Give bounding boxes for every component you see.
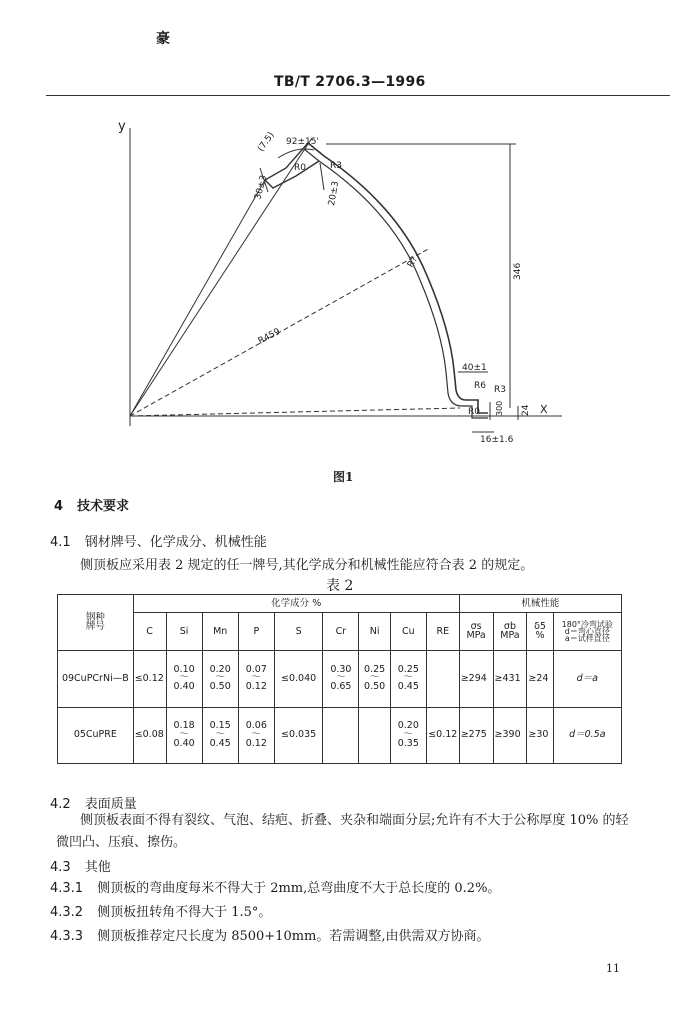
label-f: 20±3 (327, 180, 342, 207)
header-cu: Cu (390, 613, 426, 651)
label-k: R6 (474, 381, 486, 391)
cell-sigma-s: ≥275 (459, 707, 493, 764)
cell-mn: 0.15 ～ 0.45 (202, 707, 238, 764)
cell-cr: 0.30 ～ 0.65 (323, 651, 359, 708)
header-mn: Mn (202, 613, 238, 651)
table-row (58, 651, 622, 708)
section-4-1-paragraph: 侧顶板应采用表 2 规定的任一牌号,其化学成分和机械性能应符合表 2 的规定。 (80, 558, 534, 573)
section-4-3-heading (50, 856, 111, 875)
label-g: R? (405, 254, 421, 270)
radius-line-1 (130, 138, 312, 416)
clause-text: 侧顶板的弯曲度每米不得大于 2mm,总弯曲度不大于总长度的 0.2%。 (97, 881, 501, 896)
label-c: R0 (294, 163, 306, 173)
figure-caption: 图1 (333, 470, 354, 484)
table-header-row-2 (58, 613, 622, 651)
clause-text: 侧顶板推荐定尺长度为 8500+10mm。若需调整,由供需双方协商。 (97, 929, 490, 944)
cell-mn: 0.20 ～ 0.50 (202, 651, 238, 708)
header-p: P (238, 613, 274, 651)
label-d: R3 (330, 161, 342, 171)
cell-bend: d＝a (553, 651, 621, 708)
section-title: 表面质量 (84, 797, 137, 812)
header-mech: 机械性能 (459, 595, 621, 613)
label-y: y (118, 119, 126, 134)
header-si: Si (166, 613, 202, 651)
table-row (58, 707, 622, 764)
flange-dim-2 (320, 163, 324, 190)
clause-number: 4.3.1 (50, 881, 84, 896)
cell-s: ≤0.040 (274, 651, 323, 708)
cell-c: ≤0.08 (133, 707, 166, 764)
header-re: RE (426, 613, 459, 651)
label-a: (7.5) (256, 130, 277, 154)
header-c: C (133, 613, 166, 651)
label-j: 40±1 (462, 363, 487, 373)
label-i: 346 (513, 262, 523, 280)
cell-si: 0.10 ～ 0.40 (166, 651, 202, 708)
radius-line-2 (130, 180, 265, 416)
clause-text: 侧顶板扭转角不得大于 1.5°。 (97, 905, 272, 920)
label-b: 92±15' (286, 137, 319, 147)
header-sigma-s: σs MPa (459, 613, 493, 651)
cell-cu: 0.20 ～ 0.35 (390, 707, 426, 764)
clause-4-3-3 (50, 925, 490, 944)
label-x: X (540, 403, 548, 416)
cell-delta: ≥24 (527, 651, 553, 708)
cell-delta: ≥30 (527, 707, 553, 764)
header-sigma-b: σb MPa (493, 613, 527, 651)
label-o: 24 (521, 404, 531, 416)
label-e: 30±3 (253, 174, 270, 201)
section-4-2-paragraph: 侧顶板表面不得有裂纹、气泡、结疤、折叠、夹杂和端面分层;允许有不大于公称厚度 10% 的轻微凹凸、压痕、擦伤。 (56, 813, 629, 850)
header-cr: Cr (323, 613, 359, 651)
section-number: 4 (54, 499, 64, 514)
cell-p: 0.06 ～ 0.12 (238, 707, 274, 764)
label-p: 16±1.6 (480, 435, 514, 445)
page-number: 11 (606, 962, 620, 975)
header-ni: Ni (359, 613, 390, 651)
clause-number: 4.3.2 (50, 905, 84, 920)
cell-re (426, 651, 459, 708)
figure-1-drawing (100, 108, 580, 453)
table-2 (57, 594, 622, 764)
header-chem: 化学成分 % (133, 595, 459, 613)
label-h: R459 (256, 326, 283, 347)
cell-p: 0.07 ～ 0.12 (238, 651, 274, 708)
section-4-1-heading (50, 531, 267, 550)
section-number: 4.2 (50, 797, 71, 812)
section-4-heading (54, 495, 129, 514)
section-title: 技术要求 (77, 499, 130, 514)
cell-re: ≤0.12 (426, 707, 459, 764)
cell-ni: 0.25 ～ 0.50 (359, 651, 390, 708)
section-title: 钢材牌号、化学成分、机械性能 (84, 535, 267, 550)
cell-bend: d＝0.5a (553, 707, 621, 764)
section-number: 4.1 (50, 535, 71, 550)
header-delta: δ5 % (527, 613, 553, 651)
header-rule (46, 95, 670, 96)
header-s: S (274, 613, 323, 651)
cell-grade: 09CuPCrNi—B (58, 651, 134, 708)
table-header-row-1 (58, 595, 622, 613)
cell-sigma-b: ≥431 (493, 651, 527, 708)
clause-4-3-2 (50, 901, 271, 920)
cell-ni (359, 707, 390, 764)
label-l: R3 (494, 385, 506, 395)
radius-line-3 (130, 408, 460, 416)
clause-number: 4.3.3 (50, 929, 84, 944)
cell-s: ≤0.035 (274, 707, 323, 764)
header-grade: 钢种 牌号 (58, 595, 134, 651)
label-m: R0 (468, 407, 480, 417)
cell-c: ≤0.12 (133, 651, 166, 708)
standard-number: TB/T 2706.3—1996 (274, 74, 426, 90)
cell-si: 0.18 ～ 0.40 (166, 707, 202, 764)
cell-sigma-s: ≥294 (459, 651, 493, 708)
cell-sigma-b: ≥390 (493, 707, 527, 764)
cell-cr (323, 707, 359, 764)
header-mark: 豪 (156, 31, 170, 47)
clause-4-3-1 (50, 877, 500, 896)
cell-cu: 0.25 ～ 0.45 (390, 651, 426, 708)
header-bend: 180°冷弯试验 d＝弯心直径 a＝试样直径 (553, 613, 621, 651)
section-title: 其他 (84, 860, 111, 875)
label-n: 300 (495, 400, 504, 416)
section-number: 4.3 (50, 860, 71, 875)
cell-grade: 05CuPRE (58, 707, 134, 764)
table-title: 表 2 (326, 578, 354, 594)
